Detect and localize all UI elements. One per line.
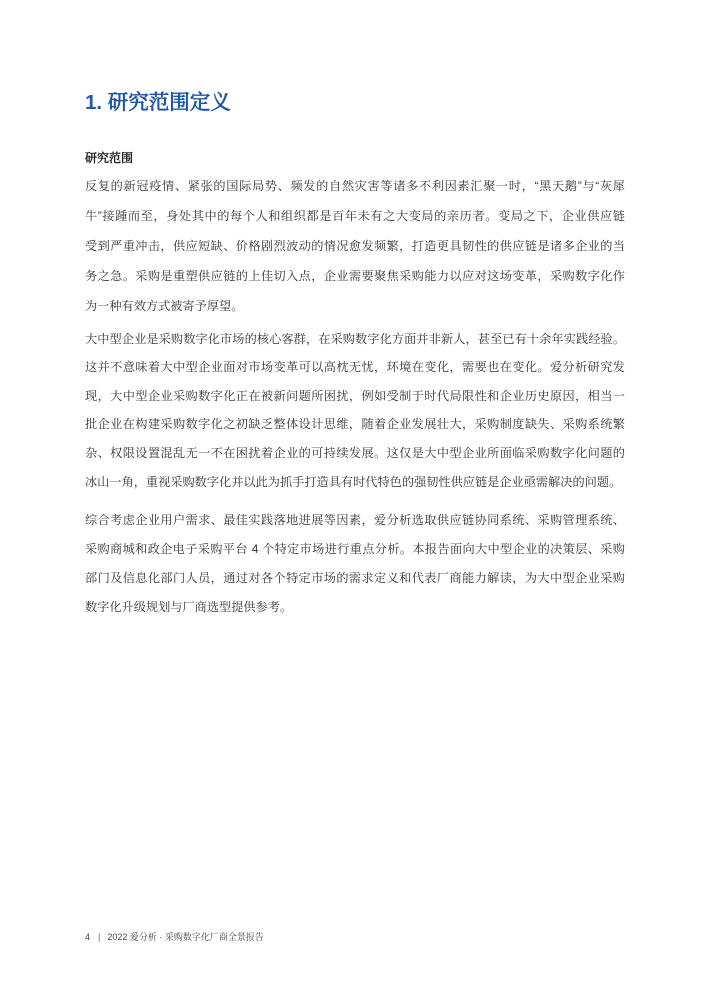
- paragraph-3: [85, 506, 625, 622]
- paragraph-line: 为一种有效方式被寄予厚望。: [85, 299, 244, 313]
- section-title: 1. 研究范围定义: [85, 91, 231, 114]
- paragraph-line: 杂、权限设置混乱无一不在困扰着企业的可持续发展。这仅是大中型企业所面临采购数字化问题的: [85, 446, 625, 461]
- footer-separator: |: [98, 932, 101, 942]
- paragraph-line: 务之急。采购是重塑供应链的上佳切入点，企业需要聚焦采购能力以应对这场变革，采购数字化作: [85, 269, 625, 283]
- paragraph-line: 受到严重冲击，供应短缺、价格剧烈波动的情况愈发频繁，打造更具韧性的供应链是诸多企业的当: [85, 239, 625, 253]
- subheading: 研究范围: [85, 151, 134, 165]
- paragraph-line: 冰山一角，重视采购数字化并以此为抓手打造具有时代特色的强韧性供应链是企业亟需解决的问题。: [85, 474, 622, 489]
- paragraph-line: 采购商城和政企电子采购平台 4 个特定市场进行重点分析。本报告面向大中型企业的决策层、采购: [85, 541, 625, 556]
- paragraph-line: 这并不意味着大中型企业面对市场变革可以高枕无忧，环境在变化，需要也在变化。爱分析研究发: [85, 360, 625, 375]
- paragraph-line: 大中型企业是采购数字化市场的核心客群，在采购数字化方面并非新人，甚至已有十余年实践经验。: [85, 331, 625, 346]
- paragraph-2: [85, 325, 625, 497]
- paragraph-line: 反复的新冠疫情、紧张的国际局势、频发的自然灾害等诸多不利因素汇聚一时，“黑天鹅”与“灰犀: [85, 179, 625, 193]
- paragraph-line: 现，大中型企业采购数字化正在被新问题所困扰，例如受制于时代局限性和企业历史原因，相当一: [85, 388, 625, 403]
- paragraph-1: [85, 171, 625, 321]
- paragraph-line: 批企业在构建采购数字化之初缺乏整体设计思维，随着企业发展壮大，采购制度缺失、采购系统繁: [85, 417, 625, 432]
- paragraph-line: 数字化升级规划与厂商选型提供参考。: [85, 599, 293, 614]
- paragraph-line: 综合考虑企业用户需求、最佳实践落地进展等因素，爱分析选取供应链协同系统、采购管理系统、: [85, 512, 625, 527]
- page-number: 4: [85, 932, 91, 942]
- paragraph-line: 牛”接踵而至，身处其中的每个人和组织都是百年未有之大变局的亲历者。变局之下，企业供应链: [85, 209, 625, 223]
- paragraph-line: 部门及信息化部门人员，通过对各个特定市场的需求定义和代表厂商能力解读，为大中型企业采购: [85, 570, 625, 585]
- page-footer: [85, 930, 264, 944]
- report-title: 2022 爱分析 · 采购数字化厂商全景报告: [107, 932, 264, 942]
